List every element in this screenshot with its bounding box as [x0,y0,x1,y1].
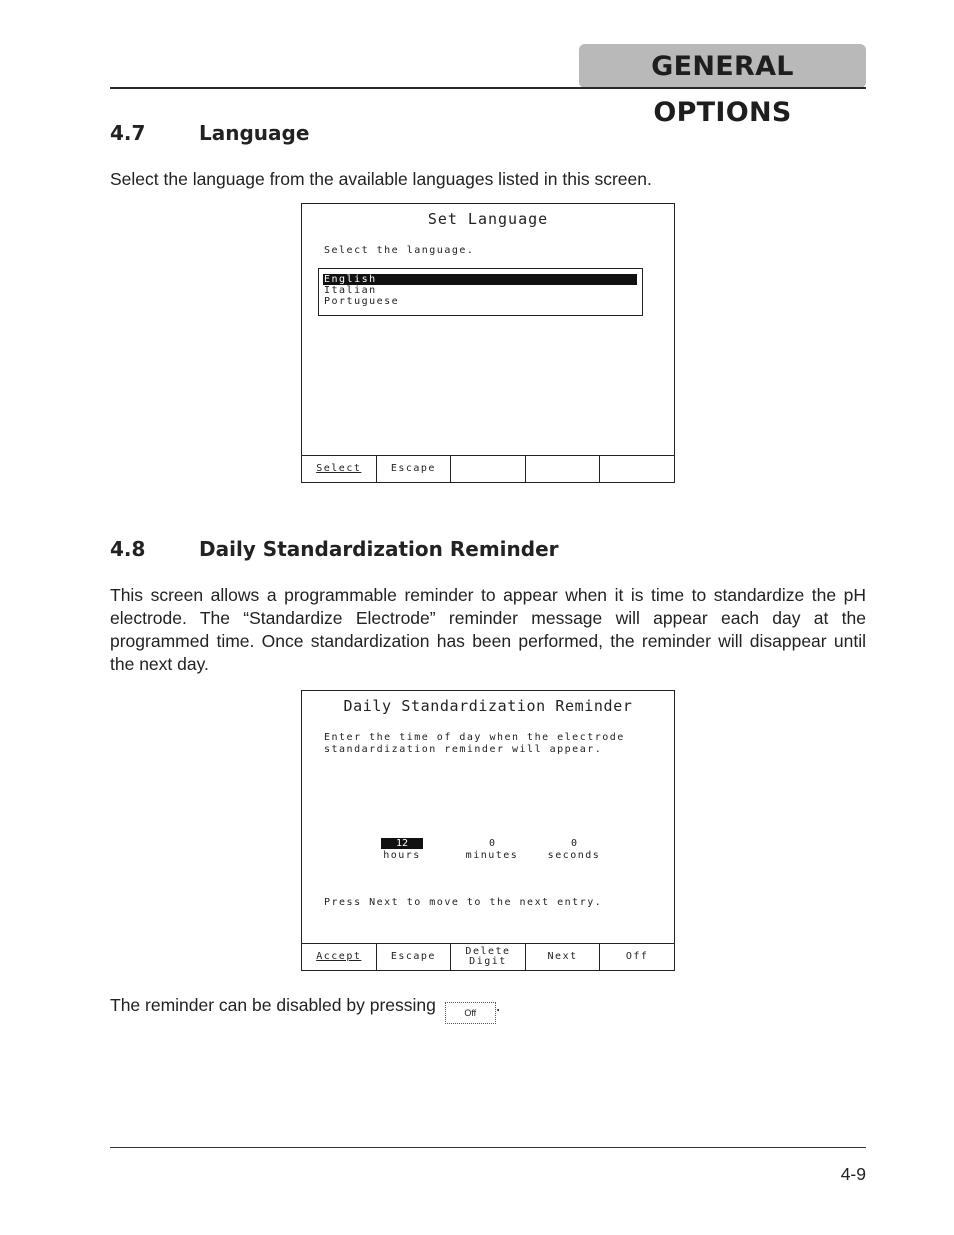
section-4-8-body: This screen allows a programmable reminder to appear when it is time to standardize the pH electrode. The “Standardize Electrode” reminder message will appear each day at the programmed time. Once standardization has been performed, the reminder will disappear until the next day. [110,585,866,674]
minutes-label: minutes [465,850,519,861]
page-number: 4-9 [840,1164,866,1184]
hours-label: hours [383,850,421,861]
section-heading-4-8 [110,537,559,561]
section-number: 4.7 [110,121,146,145]
section-number: 4.8 [110,537,146,561]
footer-rule [110,1147,866,1148]
off-key-icon: Off [445,1002,496,1024]
screen-title: Set Language [427,210,549,228]
softkey-5[interactable] [600,456,674,482]
header-rule [110,87,866,89]
section-title: Daily Standardization Reminder [199,537,559,561]
accept-softkey[interactable]: Accept [302,944,377,970]
seconds-label: seconds [547,850,601,861]
language-listbox[interactable] [318,268,643,316]
softkey-bar [302,943,674,970]
language-option-italian[interactable]: Italian [324,285,377,296]
screen-hint: Press Next to move to the next entry. [324,897,603,908]
delete-digit-softkey[interactable] [451,944,526,970]
reminder-disable-sentence: The reminder can be disabled by pressing [110,995,436,1015]
reminder-screen [301,690,675,971]
seconds-value-field[interactable]: 0 [570,838,578,849]
section-title: Language [199,121,310,145]
reminder-disable-text [110,994,501,1024]
sentence-period: . [495,995,501,1015]
minutes-value-field[interactable]: 0 [488,838,496,849]
language-option-portuguese[interactable]: Portuguese [324,296,400,307]
off-softkey[interactable]: Off [625,951,649,962]
escape-softkey[interactable]: Escape [377,944,452,970]
softkey-bar [302,455,674,482]
select-softkey[interactable]: Select [302,456,377,482]
screen-prompt-line1: Enter the time of day when the electrode [324,732,625,743]
delete-digit-line2: Digit [469,956,507,967]
section-heading-4-7 [110,121,309,145]
escape-softkey[interactable]: Escape [377,456,452,482]
section-4-7-body: Select the language from the available languages listed in this screen. [110,169,652,189]
softkey-4[interactable] [526,456,601,482]
set-language-screen [301,203,675,483]
hours-value-field[interactable]: 12 [381,838,423,849]
section-header-title: GENERAL OPTIONS [651,51,794,128]
delete-digit-line1: Delete [465,946,511,957]
language-option-english[interactable]: English [323,274,637,285]
screen-prompt: Select the language. [324,245,475,256]
screen-title: Daily Standardization Reminder [343,697,633,715]
next-softkey[interactable]: Next [526,944,601,970]
softkey-3[interactable] [451,456,526,482]
screen-prompt-line2: standardization reminder will appear. [324,744,603,755]
